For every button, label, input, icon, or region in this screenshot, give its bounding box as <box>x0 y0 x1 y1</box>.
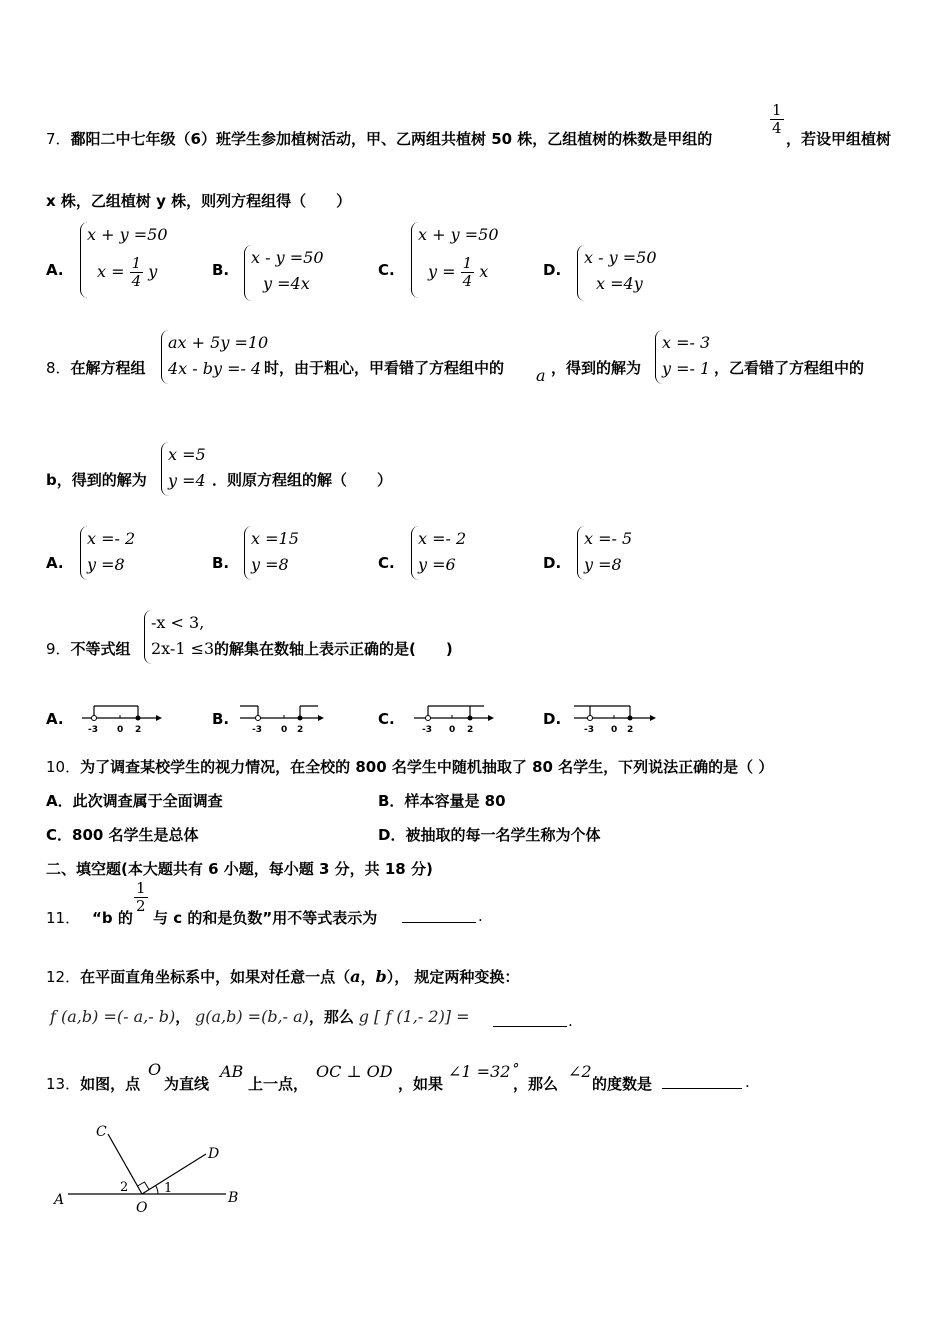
q12-comma: ， <box>360 968 376 986</box>
q10-b-text: 样本容量是 80 <box>404 792 506 810</box>
q9-option-a-number-line[interactable] <box>80 700 162 738</box>
q11-text-a: “b 的 <box>92 909 133 927</box>
q8-a-eq2: y =8 <box>87 555 125 574</box>
q7-option-d-system[interactable] <box>577 245 657 301</box>
q11-frac-num: 1 <box>136 879 146 897</box>
q11-frac-den: 2 <box>136 897 146 915</box>
q7-d-eq1: x - y =50 <box>584 248 657 267</box>
q11-answer-blank[interactable] <box>402 922 476 923</box>
q8-a-eq1: x =- 2 <box>87 529 136 548</box>
q13-text-d: ，如果 <box>398 1075 444 1093</box>
q12-text-b: ）， 规定两种变换： <box>386 968 520 986</box>
q7-d-eq2: x =4y <box>596 274 643 293</box>
q11-fraction <box>134 880 148 915</box>
q13-text-b: 为直线 <box>164 1075 210 1093</box>
q7-option-a-system[interactable] <box>80 222 168 298</box>
q8-option-a-label[interactable]: A. <box>46 554 64 572</box>
q8-text-e: b，得到的解为 <box>46 471 147 489</box>
q7-option-c-label[interactable]: C. <box>378 261 395 279</box>
q7-number: 7． <box>46 130 71 148</box>
q10-option-b[interactable] <box>378 790 506 811</box>
q13-text-f: 的度数是 <box>592 1075 653 1093</box>
q9-system <box>144 610 214 664</box>
q8-b-eq1: x =15 <box>251 529 299 548</box>
q8-option-d-label[interactable]: D. <box>543 554 562 572</box>
q7-a-num: 1 <box>131 254 142 272</box>
q8-c-eq2: y =6 <box>418 555 456 574</box>
q8-d-eq2: y =8 <box>584 555 622 574</box>
q7-b-eq2: y =4x <box>263 274 310 293</box>
q9-text-b: 的解集在数轴上表示正确的是( ) <box>214 640 453 658</box>
q7-text-a: 鄱阳二中七年级（6）班学生参加植树活动，甲、乙两组共植树 50 株，乙组植树的株数是甲组的 <box>70 130 713 148</box>
q7-frac-den: 4 <box>772 119 782 137</box>
q8-system <box>161 330 268 384</box>
q13-text-c: 上一点， <box>248 1075 309 1093</box>
q13-label-1: 1 <box>164 1181 173 1196</box>
q10-number: 10． <box>46 758 81 776</box>
q7-a-eq2-post: y <box>148 262 158 281</box>
q13-angle2: ∠2 <box>568 1062 592 1081</box>
q8-sol2-2: y =4 <box>168 471 206 490</box>
q7-frac-num: 1 <box>772 101 782 119</box>
q12-end: . <box>568 1012 573 1030</box>
q10-a-label: A． <box>46 792 73 810</box>
q8-sol1-1: x =- 3 <box>662 333 711 352</box>
q9-text-a: 不等式组 <box>70 640 131 658</box>
q8-text-f: ．则原方程组的解（ ） <box>212 471 393 489</box>
q10-text: 为了调查某校学生的视力情况，在全校的 800 名学生中随机抽取了 80 名学生，下列说法正确的是（ ） <box>80 758 774 776</box>
q12-answer-blank[interactable] <box>493 1026 567 1027</box>
q13-number: 13． <box>46 1075 81 1093</box>
q13-answer-blank[interactable] <box>662 1088 742 1089</box>
q9-sys-1: -x < 3, <box>151 613 205 632</box>
q10-a-text: 此次调查属于全面调查 <box>72 792 223 810</box>
q8-stem-start <box>46 357 146 378</box>
q11-end: . <box>478 907 483 925</box>
q9-option-b-number-line[interactable] <box>238 700 324 738</box>
q9-option-c-number-line[interactable] <box>412 700 494 738</box>
q8-number: 8． <box>46 359 71 377</box>
q7-a-eq1: x + y =50 <box>87 225 168 244</box>
q9-c-tick-neg3: -3 <box>422 725 432 735</box>
q9-stem-start <box>46 638 131 659</box>
section2-title: 二、填空题(本大题共有 6 小题，每小题 3 分，共 18 分) <box>46 860 433 878</box>
q9-option-d-number-line[interactable] <box>572 700 656 738</box>
q12-sep: ， <box>175 1008 191 1026</box>
q13-text-e: ，那么 <box>513 1075 559 1093</box>
q7-text-b: ，若设甲组植树 <box>786 130 892 148</box>
q7-c-eq2-post: x <box>479 262 489 281</box>
q9-number: 9． <box>46 640 71 658</box>
q10-option-d[interactable] <box>378 824 600 845</box>
q12-line2 <box>50 1006 470 1027</box>
q13-end: . <box>745 1073 750 1091</box>
q10-d-text: 被抽取的每一名学生称为个体 <box>405 826 601 844</box>
q7-option-b-label[interactable]: B. <box>212 261 230 279</box>
q10-c-label: C． <box>46 826 73 844</box>
q13-label-2: 2 <box>120 1180 129 1195</box>
q13-label-o: O <box>136 1200 148 1216</box>
q8-text-d: ，乙看错了方程组中的 <box>714 359 865 377</box>
q10-b-label: B． <box>378 792 405 810</box>
q7-b-eq1: x - y =50 <box>251 248 324 267</box>
q9-d-tick-neg3: -3 <box>584 725 594 735</box>
q8-sol2-1: x =5 <box>168 445 206 464</box>
q8-text-b: 时，由于粗心，甲看错了方程组中的 <box>264 359 505 377</box>
q10-c-text: 800 名学生是总体 <box>72 826 199 844</box>
q8-option-b-label[interactable]: B. <box>212 554 230 572</box>
q9-b-tick-0: 0 <box>281 725 288 735</box>
q8-d-eq1: x =- 5 <box>584 529 633 548</box>
q13-label-b: B <box>228 1190 239 1206</box>
q8-sys-2: 4x - by =- 4 <box>168 359 262 378</box>
q13-angle1-arc <box>156 1186 159 1195</box>
q13-label-a: A <box>54 1192 65 1208</box>
q10-stem <box>46 756 773 777</box>
q12-var-a: a <box>350 967 361 986</box>
q9-option-b-label[interactable]: B. <box>212 710 230 728</box>
q7-c-num: 1 <box>462 254 473 272</box>
q8-sol1-2: y =- 1 <box>662 359 711 378</box>
q9-d-tick-2: 2 <box>627 725 634 735</box>
q12-expr: g [ f (1,- 2)] = <box>358 1007 470 1026</box>
q7-a-den: 4 <box>131 272 142 290</box>
q13-label-d: D <box>208 1146 220 1162</box>
q9-option-c-label[interactable]: C. <box>378 710 395 728</box>
q13-text-a: 如图，点 <box>80 1075 141 1093</box>
q8-solution-1 <box>655 330 710 384</box>
q9-b-tick-2: 2 <box>297 725 304 735</box>
q7-stem <box>46 128 712 149</box>
q12-number: 12． <box>46 968 81 986</box>
q8-c-eq1: x =- 2 <box>418 529 467 548</box>
q8-text-a: 在解方程组 <box>70 359 146 377</box>
q12-f-def: f (a,b) =(- a,- b) <box>50 1007 176 1026</box>
q8-option-b-system[interactable] <box>244 526 299 580</box>
q7-option-a-label[interactable]: A. <box>46 261 64 279</box>
q8-solution-2 <box>161 442 206 496</box>
q13-point-o: O <box>148 1060 162 1079</box>
q8-option-c-label[interactable]: C. <box>378 554 395 572</box>
q12-var-b: b <box>375 967 387 986</box>
q7-c-eq2-pre: y = <box>428 262 456 281</box>
q8-option-c-system[interactable] <box>411 526 466 580</box>
q13-perp: OC ⊥ OD <box>316 1062 393 1081</box>
q8-sys-1: ax + 5y =10 <box>168 333 269 352</box>
q9-option-a-label[interactable]: A. <box>46 710 64 728</box>
q12-stem <box>46 966 519 987</box>
q8-b-eq2: y =8 <box>251 555 289 574</box>
q11-text-b: 与 c 的和是负数”用不等式表示为 <box>153 909 378 927</box>
q12-text-a: 在平面直角坐标系中，如果对任意一点（ <box>80 968 351 986</box>
q7-option-c-system[interactable] <box>411 222 499 298</box>
q9-a-tick-0: 0 <box>117 725 124 735</box>
q9-a-tick-2: 2 <box>135 725 142 735</box>
q13-label-c: C <box>96 1124 107 1140</box>
q7-line2: x 株，乙组植树 y 株，则列方程组得（ ） <box>46 192 352 210</box>
q7-c-eq1: x + y =50 <box>418 225 499 244</box>
q10-option-a[interactable] <box>46 790 223 811</box>
q7-fraction <box>770 102 784 137</box>
q9-option-d-label[interactable]: D. <box>543 710 562 728</box>
q7-c-den: 4 <box>462 272 473 290</box>
q8-option-d-system[interactable] <box>577 526 632 580</box>
q9-d-tick-0: 0 <box>611 725 618 735</box>
q9-b-tick-neg3: -3 <box>252 725 262 735</box>
q13-line-ab: AB <box>220 1062 244 1081</box>
q13-figure <box>48 1118 248 1218</box>
q9-c-tick-2: 2 <box>467 725 474 735</box>
q9-sys-2: 2x-1 ≤3 <box>151 639 215 658</box>
q7-option-d-label[interactable]: D. <box>543 261 562 279</box>
q9-c-tick-0: 0 <box>449 725 456 735</box>
q8-text-c: ，得到的解为 <box>551 359 642 377</box>
q13-ray-od <box>142 1154 206 1194</box>
q9-a-tick-neg3: -3 <box>88 725 98 735</box>
q12-g-def: g(a,b) =(b,- a) <box>194 1007 309 1026</box>
q8-var-a: a <box>536 366 546 385</box>
q10-d-label: D． <box>378 826 406 844</box>
q12-text-c: ，那么 <box>308 1008 354 1026</box>
q7-a-eq2-pre: x = <box>97 262 125 281</box>
q11-number: 11． <box>46 909 81 927</box>
q13-angle1: ∠1 =32˚ <box>448 1062 519 1081</box>
q7-option-b-system[interactable] <box>244 245 324 301</box>
q13-stem-start <box>46 1073 140 1094</box>
q8-option-a-system[interactable] <box>80 526 135 580</box>
q10-option-c[interactable] <box>46 824 199 845</box>
